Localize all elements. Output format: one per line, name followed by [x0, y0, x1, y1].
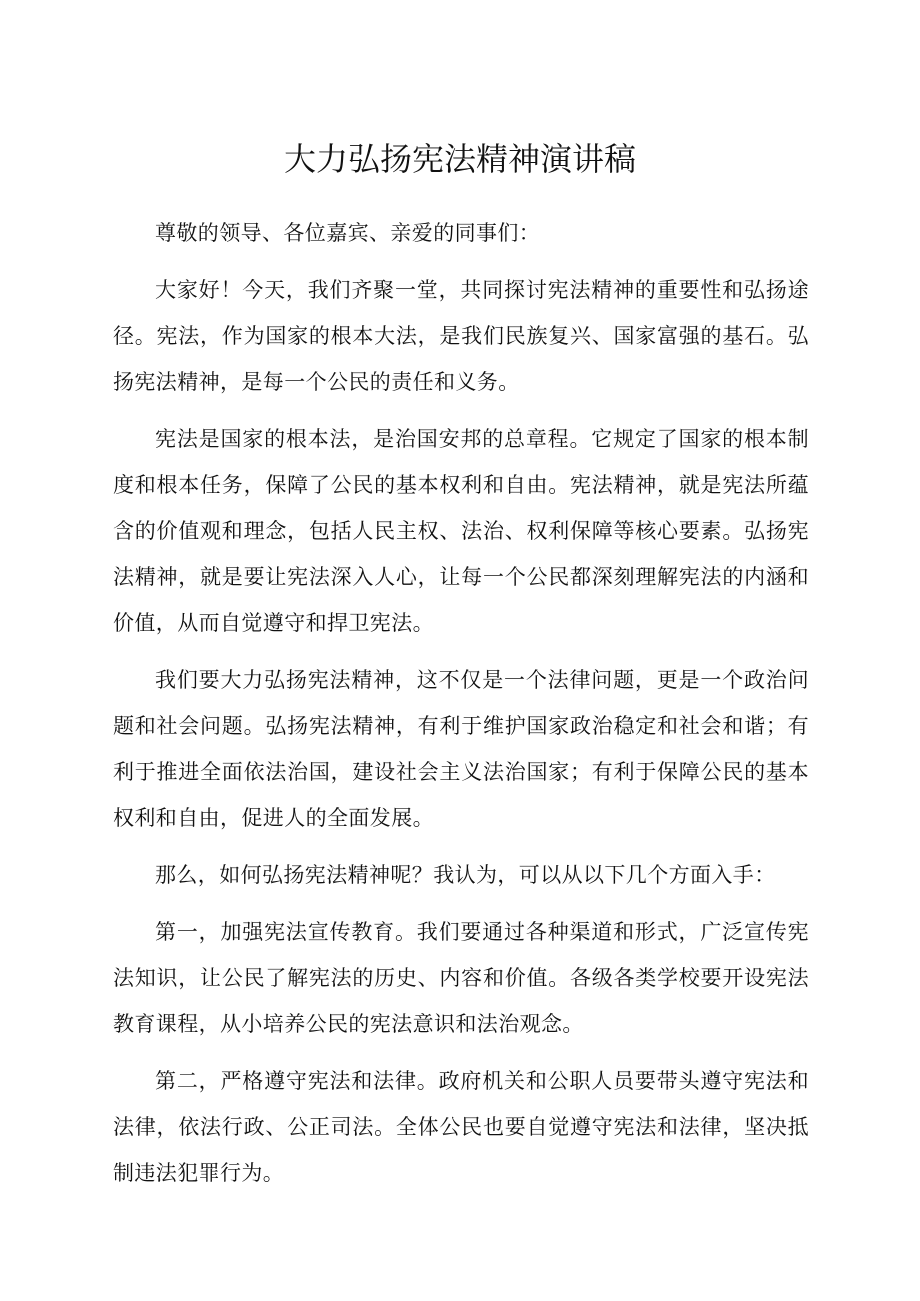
paragraph-point-one: 第一，加强宪法宣传教育。我们要通过各种渠道和形式，广泛宣传宪法知识，让公民了解宪法的历史、内容和价值。各级各类学校要开设宪法教育课程，从小培养公民的宪法意识和法治观念。 — [113, 920, 809, 1036]
paragraph-opening: 大家好！今天，我们齐聚一堂，共同探讨宪法精神的重要性和弘扬途径。宪法，作为国家的根本大法，是我们民族复兴、国家富强的基石。弘扬宪法精神，是每一个公民的责任和义务。 — [113, 278, 809, 394]
document-title: 大力弘扬宪法精神演讲稿 — [283, 140, 636, 179]
document-body — [113, 210, 809, 1196]
paragraph-greeting: 尊敬的领导、各位嘉宾、亲爱的同事们： — [155, 221, 541, 245]
paragraph-how-question: 那么，如何弘扬宪法精神呢？我认为，可以从以下几个方面入手： — [155, 863, 776, 887]
paragraph-constitution-definition: 宪法是国家的根本法，是治国安邦的总章程。它规定了国家的根本制度和根本任务，保障了公民的基本权利和自由。宪法精神，就是宪法所蕴含的价值观和理念，包括人民主权、法治、权利保障等核心要素。弘扬宪法精神，就是要让宪法深入人心，让每一个公民都深刻理解宪法的内涵和价值，从而自觉遵守和捍卫宪法。 — [113, 427, 809, 635]
paragraph-point-two: 第二，严格遵守宪法和法律。政府机关和公职人员要带头遵守宪法和法律，依法行政、公正司法。全体公民也要自觉遵守宪法和法律，坚决抵制违法犯罪行为。 — [113, 1069, 809, 1185]
paragraph-importance: 我们要大力弘扬宪法精神，这不仅是一个法律问题，更是一个政治问题和社会问题。弘扬宪法精神，有利于维护国家政治稳定和社会和谐；有利于推进全面依法治国，建设社会主义法治国家；有利于保障公民的基本权利和自由，促进人的全面发展。 — [113, 668, 809, 830]
